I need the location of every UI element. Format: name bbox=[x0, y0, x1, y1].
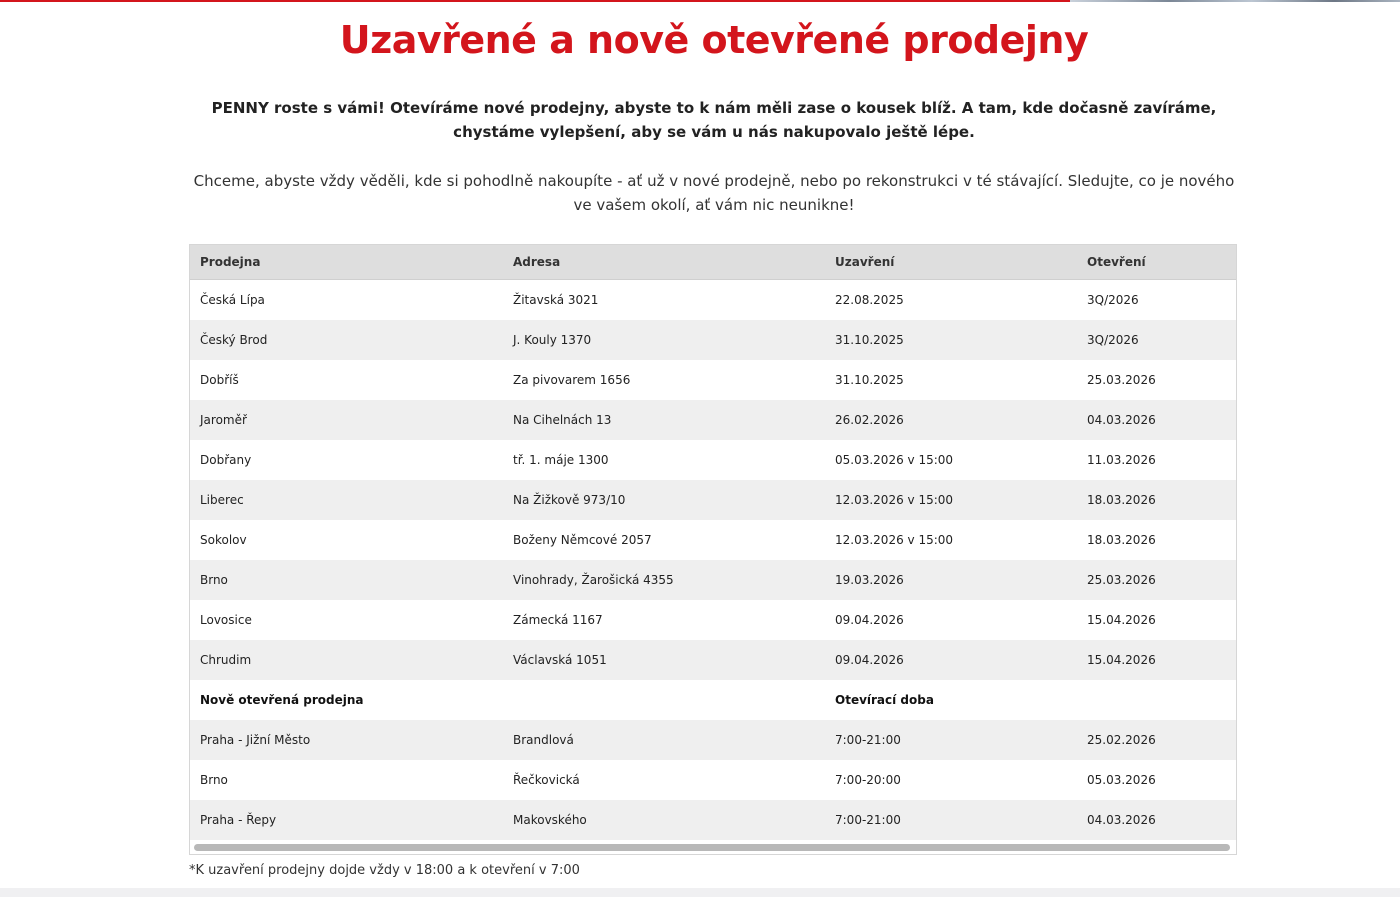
column-header-closing: Uzavření bbox=[825, 245, 1077, 280]
horizontal-scrollbar[interactable] bbox=[190, 842, 1236, 854]
column-header-address: Adresa bbox=[503, 245, 825, 280]
cell-closing: 22.08.2025 bbox=[825, 280, 1077, 321]
table-row bbox=[190, 800, 1236, 840]
cell-opening: 3Q/2026 bbox=[1077, 280, 1236, 321]
cell-opening: 3Q/2026 bbox=[1077, 320, 1236, 360]
table-row bbox=[190, 400, 1236, 440]
cell-closing: 12.03.2026 v 15:00 bbox=[825, 520, 1077, 560]
table-row bbox=[190, 560, 1236, 600]
scrollbar-thumb[interactable] bbox=[194, 844, 1230, 851]
cell-opening: 25.03.2026 bbox=[1077, 560, 1236, 600]
table-row bbox=[190, 360, 1236, 400]
cell-address: tř. 1. máje 1300 bbox=[503, 440, 825, 480]
cell-closing: 09.04.2026 bbox=[825, 640, 1077, 680]
intro-paragraph: Chceme, abyste vždy věděli, kde si pohodlně nakoupíte - ať už v nové prodejně, nebo po rekonstrukci v té stávající. Sledujte, co je nového ve vašem okolí, ať vám nic neunikne! bbox=[193, 172, 1235, 214]
table-header-row bbox=[190, 245, 1236, 280]
cell-address: Václavská 1051 bbox=[503, 640, 825, 680]
cell-closing: 12.03.2026 v 15:00 bbox=[825, 480, 1077, 520]
cell-closing: 31.10.2025 bbox=[825, 360, 1077, 400]
cell-store: Sokolov bbox=[190, 520, 503, 560]
cell-store: Praha - Jižní Město bbox=[190, 720, 503, 760]
intro-bold-paragraph: PENNY roste s vámi! Otevíráme nové prodejny, abyste to k nám měli zase o kousek blíž. A tam, kde dočasně zavíráme, chystáme vylepšení, aby se vám u nás nakupovalo ještě lépe. bbox=[211, 99, 1217, 141]
column-header-store: Prodejna bbox=[190, 245, 503, 280]
cell-store: Lovosice bbox=[190, 600, 503, 640]
cell-store: Brno bbox=[190, 760, 503, 800]
section-empty-cell bbox=[1077, 680, 1236, 720]
cell-opening: 05.03.2026 bbox=[1077, 760, 1236, 800]
table-row bbox=[190, 760, 1236, 800]
table-row bbox=[190, 440, 1236, 480]
cell-opening: 18.03.2026 bbox=[1077, 480, 1236, 520]
cell-store: Brno bbox=[190, 560, 503, 600]
cell-address: Boženy Němcové 2057 bbox=[503, 520, 825, 560]
cell-address: Žitavská 3021 bbox=[503, 280, 825, 321]
table-row bbox=[190, 520, 1236, 560]
cell-address: J. Kouly 1370 bbox=[503, 320, 825, 360]
table-row bbox=[190, 600, 1236, 640]
bottom-band bbox=[0, 888, 1400, 897]
cell-store: Chrudim bbox=[190, 640, 503, 680]
table-row bbox=[190, 280, 1236, 321]
cell-address: Zámecká 1167 bbox=[503, 600, 825, 640]
cell-store: Jaroměř bbox=[190, 400, 503, 440]
header-image-edge bbox=[1070, 0, 1400, 2]
table-row bbox=[190, 480, 1236, 520]
cell-opening: 25.03.2026 bbox=[1077, 360, 1236, 400]
footnote: *K uzavření prodejny dojde vždy v 18:00 a k otevření v 7:00 bbox=[189, 863, 580, 878]
cell-store: Dobříš bbox=[190, 360, 503, 400]
stores-table-container bbox=[189, 244, 1237, 855]
cell-address: Na Žižkově 973/10 bbox=[503, 480, 825, 520]
page-title: Uzavřené a nově otevřené prodejny bbox=[339, 18, 1089, 62]
cell-store: Dobřany bbox=[190, 440, 503, 480]
cell-address: Řečkovická bbox=[503, 760, 825, 800]
column-header-opening: Otevření bbox=[1077, 245, 1236, 280]
section-header-row bbox=[190, 680, 1236, 720]
cell-opening: 15.04.2026 bbox=[1077, 600, 1236, 640]
cell-hours: 7:00-21:00 bbox=[825, 720, 1077, 760]
cell-opening: 11.03.2026 bbox=[1077, 440, 1236, 480]
cell-store: Liberec bbox=[190, 480, 503, 520]
cell-hours: 7:00-20:00 bbox=[825, 760, 1077, 800]
table-row bbox=[190, 720, 1236, 760]
section-label-opening-hours: Otevírací doba bbox=[825, 680, 1077, 720]
cell-address: Za pivovarem 1656 bbox=[503, 360, 825, 400]
cell-address: Vinohrady, Žarošická 4355 bbox=[503, 560, 825, 600]
section-empty-cell bbox=[503, 680, 825, 720]
cell-closing: 05.03.2026 v 15:00 bbox=[825, 440, 1077, 480]
table-row bbox=[190, 640, 1236, 680]
cell-hours: 7:00-21:00 bbox=[825, 800, 1077, 840]
cell-address: Na Cihelnách 13 bbox=[503, 400, 825, 440]
cell-closing: 26.02.2026 bbox=[825, 400, 1077, 440]
stores-table bbox=[190, 245, 1236, 840]
cell-address: Makovského bbox=[503, 800, 825, 840]
section-label-new-stores: Nově otevřená prodejna bbox=[190, 680, 503, 720]
cell-opening: 15.04.2026 bbox=[1077, 640, 1236, 680]
cell-closing: 09.04.2026 bbox=[825, 600, 1077, 640]
cell-closing: 19.03.2026 bbox=[825, 560, 1077, 600]
table-row bbox=[190, 320, 1236, 360]
cell-store: Česká Lípa bbox=[190, 280, 503, 321]
cell-address: Brandlová bbox=[503, 720, 825, 760]
cell-opening: 18.03.2026 bbox=[1077, 520, 1236, 560]
cell-store: Praha - Řepy bbox=[190, 800, 503, 840]
cell-opening: 25.02.2026 bbox=[1077, 720, 1236, 760]
cell-opening: 04.03.2026 bbox=[1077, 400, 1236, 440]
cell-store: Český Brod bbox=[190, 320, 503, 360]
cell-closing: 31.10.2025 bbox=[825, 320, 1077, 360]
cell-opening: 04.03.2026 bbox=[1077, 800, 1236, 840]
